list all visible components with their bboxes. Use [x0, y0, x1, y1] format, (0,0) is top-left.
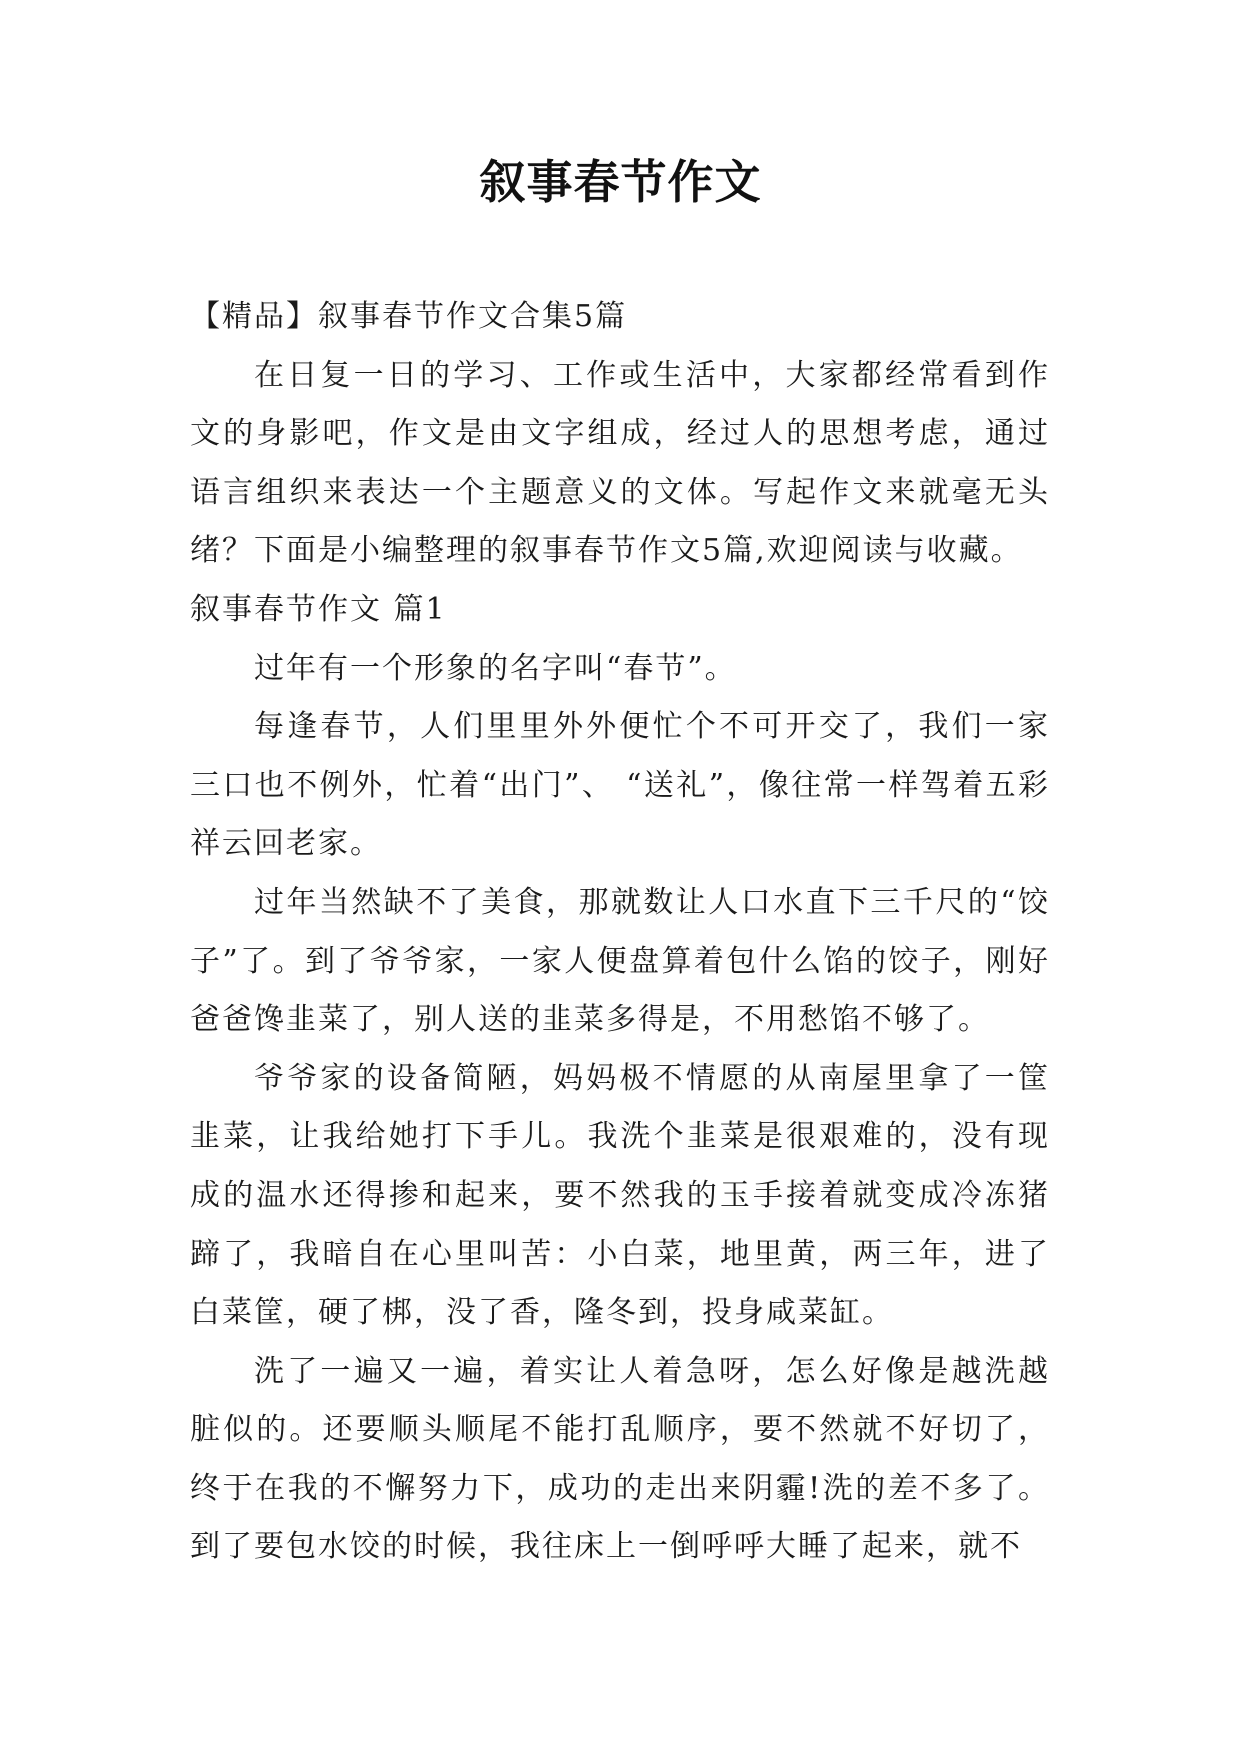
collection-heading: 【精品】叙事春节作文合集5篇: [190, 299, 628, 334]
intro-paragraph: 在日复一日的学习、工作或生活中，大家都经常看到作文的身影吧，作文是由文字组成，经过人的思想考虑，通过语言组织来表达一个主题意义的文体。写起作文来就毫无头绪？下面是小编整理的叙事春节作文5篇,欢迎阅读与收藏。: [190, 357, 1050, 569]
body-paragraph: 每逢春节，人们里里外外便忙个不可开交了，我们一家三口也不例外，忙着“出门”、 “送礼”，像往常一样驾着五彩祥云回老家。: [190, 709, 1050, 862]
document-body: [190, 288, 1050, 1577]
body-paragraph: 爷爷家的设备简陋，妈妈极不情愿的从南屋里拿了一筐韭菜，让我给她打下手儿。我洗个韭菜是很艰难的，没有现成的温水还得掺和起来，要不然我的玉手接着就变成冷冻猪蹄了，我暗自在心里叫苦：小白菜，地里黄，两三年，进了白菜筐，硬了梆，没了香，隆冬到，投身咸菜缸。: [190, 1060, 1050, 1331]
body-paragraph: 过年当然缺不了美食，那就数让人口水直下三千尺的“饺子”了。到了爷爷家，一家人便盘算着包什么馅的饺子，刚好爸爸馋韭菜了，别人送的韭菜多得是，不用愁馅不够了。: [190, 884, 1050, 1038]
body-paragraph: 洗了一遍又一遍，着实让人着急呀，怎么好像是越洗越脏似的。还要顺头顺尾不能打乱顺序，要不然就不好切了，终于在我的不懈努力下，成功的走出来阴霾!洗的差不多了。到了要包水饺的时候，我往床上一倒呼呼大睡了起来，就不: [190, 1353, 1050, 1565]
document-title: 叙事春节作文: [479, 155, 762, 209]
section-heading: 叙事春节作文 篇1: [190, 591, 447, 627]
body-paragraph: 过年有一个形象的名字叫“春节”。: [254, 650, 737, 686]
